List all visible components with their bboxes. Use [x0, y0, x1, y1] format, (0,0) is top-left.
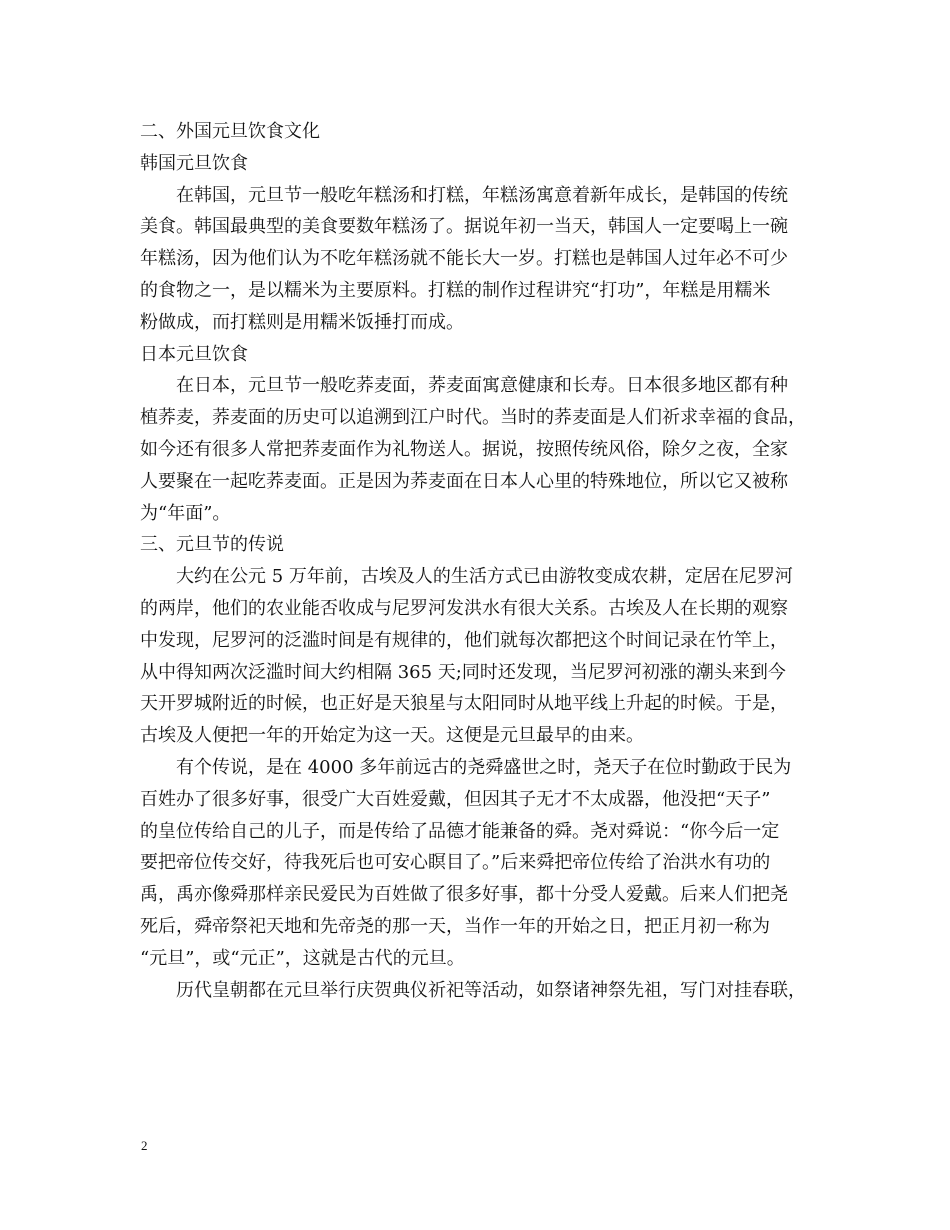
paragraph-line: 的皇位传给自己的儿子，而是传给了品德才能兼备的舜。尧对舜说：“你今后一定	[140, 820, 780, 842]
paragraph-line: “元旦”，或“元正”，这就是古代的元旦。	[140, 947, 465, 969]
paragraph-line: 古埃及人便把一年的开始定为这一天。这便是元旦最早的由来。	[140, 725, 644, 747]
section-heading-foreign-food: 二、外国元旦饮食文化	[140, 121, 320, 142]
paragraph-line: 粉做成，而打糕则是用糯米饭捶打而成。	[140, 311, 464, 333]
paragraph-line: 要把帝位传交好，待我死后也可安心瞑目了。”后来舜把帝位传给了治洪水有功的	[140, 852, 771, 874]
paragraph-line: 在韩国，元旦节一般吃年糕汤和打糕，年糕汤寓意着新年成长，是韩国的传统	[176, 184, 788, 206]
paragraph-line: 历代皇朝都在元旦举行庆贺典仪祈祀等活动，如祭诸神祭先祖，写门对挂春联，	[176, 979, 806, 1001]
paragraph-line: 天开罗城附近的时候，也正好是天狼星与太阳同时从地平线上升起的时候。于是，	[140, 693, 788, 715]
section-heading-legend: 三、元旦节的传说	[140, 534, 284, 556]
paragraph-line: 死后，舜帝祭祀天地和先帝尧的那一天，当作一年的开始之日，把正月初一称为	[140, 915, 770, 937]
paragraph-line: 有个传说，是在 4000 多年前远古的尧舜盛世之时，尧天子在位时勤政于民为	[176, 756, 792, 778]
paragraph-line: 百姓办了很多好事，很受广大百姓爱戴，但因其子无才不太成器，他没把“天子”	[140, 788, 771, 810]
paragraph-line: 人要聚在一起吃荞麦面。正是因为荞麦面在日本人心里的特殊地位，所以它又被称	[140, 470, 788, 492]
paragraph-line: 植荞麦，荞麦面的历史可以追溯到江户时代。当时的荞麦面是人们祈求幸福的食品，	[140, 407, 806, 429]
paragraph-line: 美食。韩国最典型的美食要数年糕汤了。据说年初一当天，韩国人一定要喝上一碗	[140, 216, 788, 238]
paragraph-line: 大约在公元 5 万年前，古埃及人的生活方式已由游牧变成农耕，定居在尼罗河	[176, 566, 793, 588]
paragraph-line: 的两岸，他们的农业能否收成与尼罗河发洪水有很大关系。古埃及人在长期的观察	[140, 597, 788, 619]
paragraph-line: 从中得知两次泛滥时间大约相隔 365 天;同时还发现，当尼罗河初涨的潮头来到今	[140, 661, 786, 683]
subheading-korea: 韩国元旦饮食	[140, 152, 248, 174]
paragraph-line: 为“年面”。	[140, 502, 231, 524]
paragraph-line: 在日本，元旦节一般吃荞麦面，荞麦面寓意健康和长寿。日本很多地区都有种	[176, 375, 788, 397]
paragraph-line: 禹，禹亦像舜那样亲民爱民为百姓做了很多好事，都十分受人爱戴。后来人们把尧	[140, 884, 788, 906]
subheading-japan: 日本元旦饮食	[140, 343, 248, 365]
paragraph-line: 的食物之一，是以糯米为主要原料。打糕的制作过程讲究“打功”，年糕是用糯米	[140, 279, 771, 301]
paragraph-line: 如今还有很多人常把荞麦面作为礼物送人。据说，按照传统风俗，除夕之夜，全家	[140, 438, 788, 460]
page-number: 2	[141, 1138, 148, 1153]
paragraph-line: 年糕汤，因为他们认为不吃年糕汤就不能长大一岁。打糕也是韩国人过年必不可少	[140, 248, 788, 270]
page-body	[140, 116, 830, 1006]
paragraph-line: 中发现，尼罗河的泛滥时间是有规律的，他们就每次都把这个时间记录在竹竿上，	[140, 629, 788, 651]
